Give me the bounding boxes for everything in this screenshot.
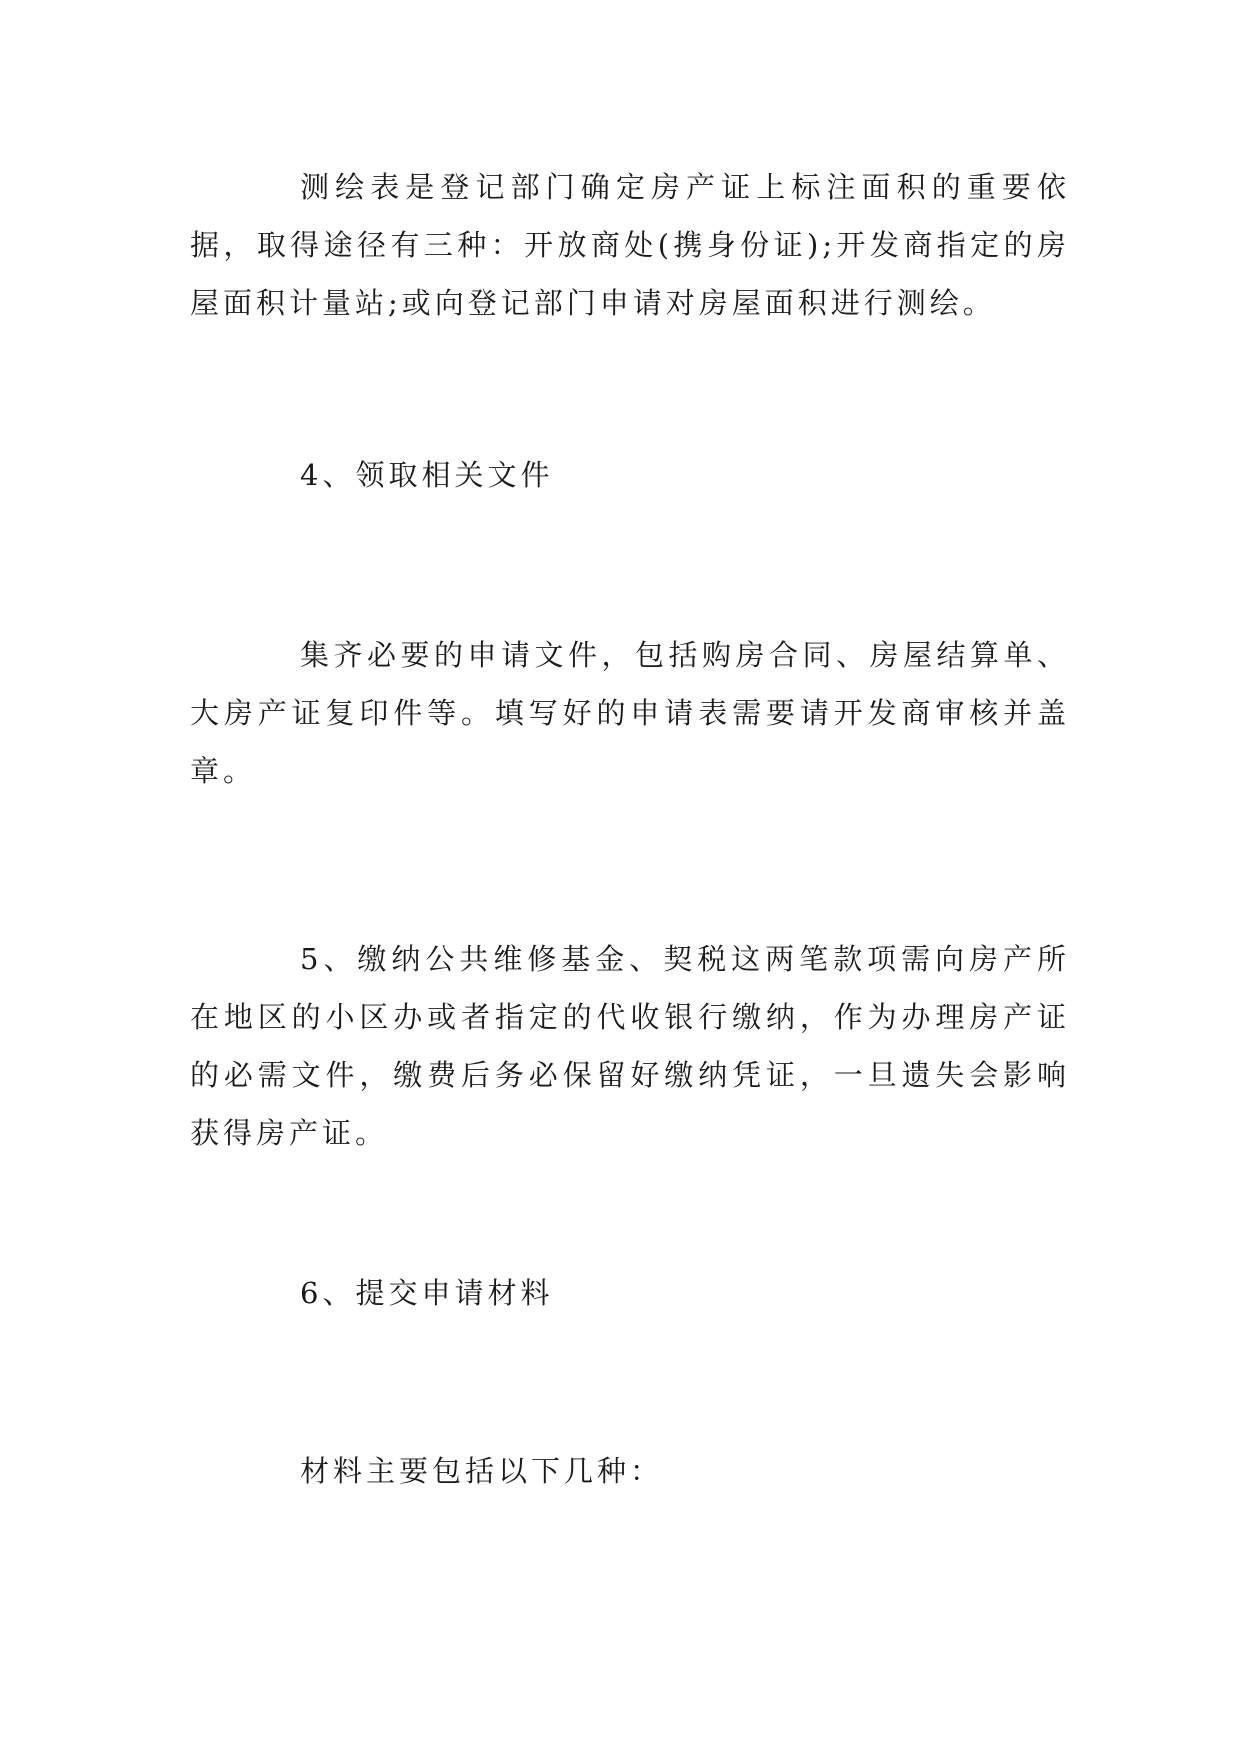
paragraph-application-documents: 集齐必要的申请文件，包括购房合同、房屋结算单、大房产证复印件等。填写好的申请表需要请开发商审核并盖章。 — [190, 638, 1070, 788]
heading-step-4: 4、领取相关文件 — [300, 458, 554, 492]
paragraph-materials-intro: 材料主要包括以下几种： — [300, 1454, 664, 1488]
heading-step-6: 6、提交申请材料 — [300, 1276, 554, 1310]
paragraph-survey-form: 测绘表是登记部门确定房产证上标注面积的重要依据，取得途径有三种：开放商处(携身份证);开发商指定的房屋面积计量站;或向登记部门申请对房屋面积进行测绘。 — [190, 170, 1070, 320]
paragraph-step-5-payment: 5、缴纳公共维修基金、契税这两笔款项需向房产所在地区的小区办或者指定的代收银行缴纳，作为办理房产证的必需文件，缴费后务必保留好缴纳凭证，一旦遗失会影响获得房产证。 — [190, 942, 1070, 1150]
